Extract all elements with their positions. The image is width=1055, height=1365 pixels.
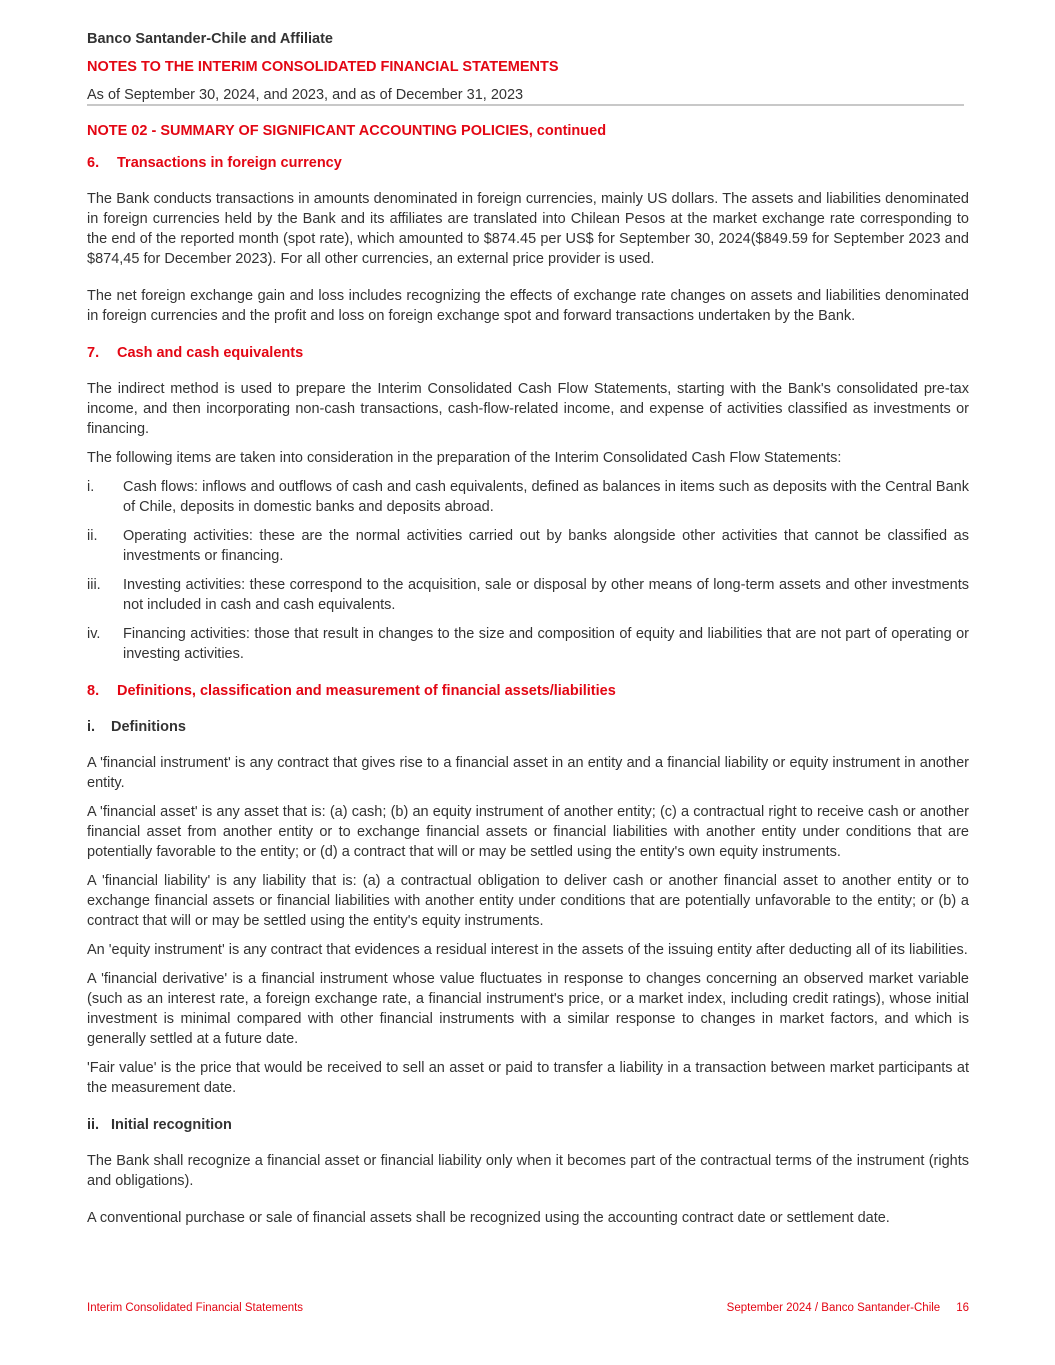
subsection-i-heading	[87, 717, 969, 737]
list-text: Operating activities: these are the normal activities carried out by banks alongside other activities that cannot be classified as investments or financing.	[123, 528, 969, 564]
list-item	[87, 624, 969, 664]
subsection-title: Definitions	[111, 719, 186, 735]
section-number: 6.	[87, 155, 100, 171]
section-title: Cash and cash equivalents	[117, 345, 304, 361]
list-marker: iv.	[87, 626, 101, 642]
section-8-heading	[87, 681, 969, 701]
list-item	[87, 477, 969, 517]
section-7-heading	[87, 343, 969, 363]
paragraph: A 'financial asset' is any asset that is: (a) cash; (b) an equity instrument of another entity; (c) a contractual right to receive cash or another financial asset from another entity or to exchange financial assets or financial liabilities with another entity under conditions that are potentially favorable to the entity; or (d) a contract that will or may be settled using the entity's own equity instruments.	[87, 804, 969, 860]
paragraph: 'Fair value' is the price that would be received to sell an asset or paid to transfer a liability in a transaction between market participants at the measurement date.	[87, 1060, 969, 1096]
section-number: 8.	[87, 683, 100, 699]
paragraph: The Bank conducts transactions in amounts denominated in foreign currencies, mainly US dollars. The assets and liabilities denominated in foreign currencies held by the Bank and its affiliates are translated into Chilean Pesos at the market exchange rate corresponding to the end of the reported month (spot rate), which amounted to $874.45 per US$ for September 30, 2024($849.59 for September 2023 and $874,45 for December 2023). For all other currencies, an external price provider is used.	[87, 191, 969, 267]
paragraph: The Bank shall recognize a financial asset or financial liability only when it becomes part of the contractual terms of the instrument (rights and obligations).	[87, 1153, 969, 1189]
content	[87, 121, 969, 1237]
list-item	[87, 575, 969, 615]
subsection-number: i.	[87, 719, 96, 735]
list-marker: iii.	[87, 577, 101, 593]
footer-right-text: September 2024 / Banco Santander-Chile	[726, 1302, 941, 1314]
subsection-number: ii.	[87, 1117, 100, 1133]
list-text: Investing activities: these correspond to the acquisition, sale or disposal by other means of long-term assets and other investments not included in cash and cash equivalents.	[123, 577, 969, 613]
header-divider	[87, 104, 964, 106]
paragraph: An 'equity instrument' is any contract that evidences a residual interest in the assets of the issuing entity after deducting all of its liabilities.	[87, 942, 968, 958]
section-title: Definitions, classification and measurement of financial assets/liabilities	[117, 683, 616, 699]
list-marker: i.	[87, 479, 95, 495]
paragraph: The indirect method is used to prepare the Interim Consolidated Cash Flow Statements, starting with the Bank's consolidated pre-tax income, and then incorporating non-cash transactions, cash-flow-related income, and expense of activities classified as investments or financing.	[87, 381, 969, 437]
footer-right	[727, 1302, 969, 1314]
paragraph: The following items are taken into consideration in the preparation of the Interim Consolidated Cash Flow Statements:	[87, 450, 842, 466]
paragraph: A 'financial instrument' is any contract that gives rise to a financial asset in an entity and a financial liability or equity instrument in another entity.	[87, 755, 969, 791]
date-line: As of September 30, 2024, and 2023, and as of December 31, 2023	[87, 87, 524, 103]
footer-left: Interim Consolidated Financial Statements	[87, 1302, 304, 1314]
subsection-title: Initial recognition	[111, 1117, 232, 1133]
list-text: Financing activities: those that result in changes to the size and composition of equity and liabilities that are not part of operating or investing activities.	[123, 626, 969, 662]
paragraph: A 'financial derivative' is a financial instrument whose value fluctuates in response to changes concerning an observed market variable (such as an interest rate, a foreign exchange rate, a financial instrument's price, or a market index, including credit ratings), whose initial investment is minimal compared with other financial instruments with a similar response to changes in market factors, and which is generally settled at a future date.	[87, 971, 969, 1047]
note-title: NOTE 02 - SUMMARY OF SIGNIFICANT ACCOUNTING POLICIES, continued	[87, 123, 607, 139]
document-title: NOTES TO THE INTERIM CONSOLIDATED FINANCIAL STATEMENTS	[87, 59, 559, 75]
paragraph: A conventional purchase or sale of financial assets shall be recognized using the accounting contract date or settlement date.	[87, 1210, 890, 1226]
list-item	[87, 526, 969, 566]
list-text: Cash flows: inflows and outflows of cash and cash equivalents, defined as balances in items such as deposits with the Central Bank of Chile, deposits in domestic banks and deposits abroad.	[123, 479, 969, 515]
section-6-heading	[87, 153, 969, 173]
company-name: Banco Santander-Chile and Affiliate	[87, 31, 333, 47]
subsection-ii-heading	[87, 1115, 969, 1135]
paragraph: A 'financial liability' is any liability that is: (a) a contractual obligation to deliver cash or another financial asset to another entity or to exchange financial assets or financial liabilities with another entity under conditions that are potentially unfavorable to the entity; or (b) a contract that will or may be settled using the entity's equity instruments.	[87, 873, 969, 929]
section-title: Transactions in foreign currency	[117, 155, 342, 171]
list-marker: ii.	[87, 528, 98, 544]
section-number: 7.	[87, 345, 100, 361]
page-number: 16	[956, 1302, 969, 1314]
paragraph: The net foreign exchange gain and loss includes recognizing the effects of exchange rate changes on assets and liabilities denominated in foreign currencies and the profit and loss on foreign exchange spot and forward transactions undertaken by the Bank.	[87, 288, 969, 324]
